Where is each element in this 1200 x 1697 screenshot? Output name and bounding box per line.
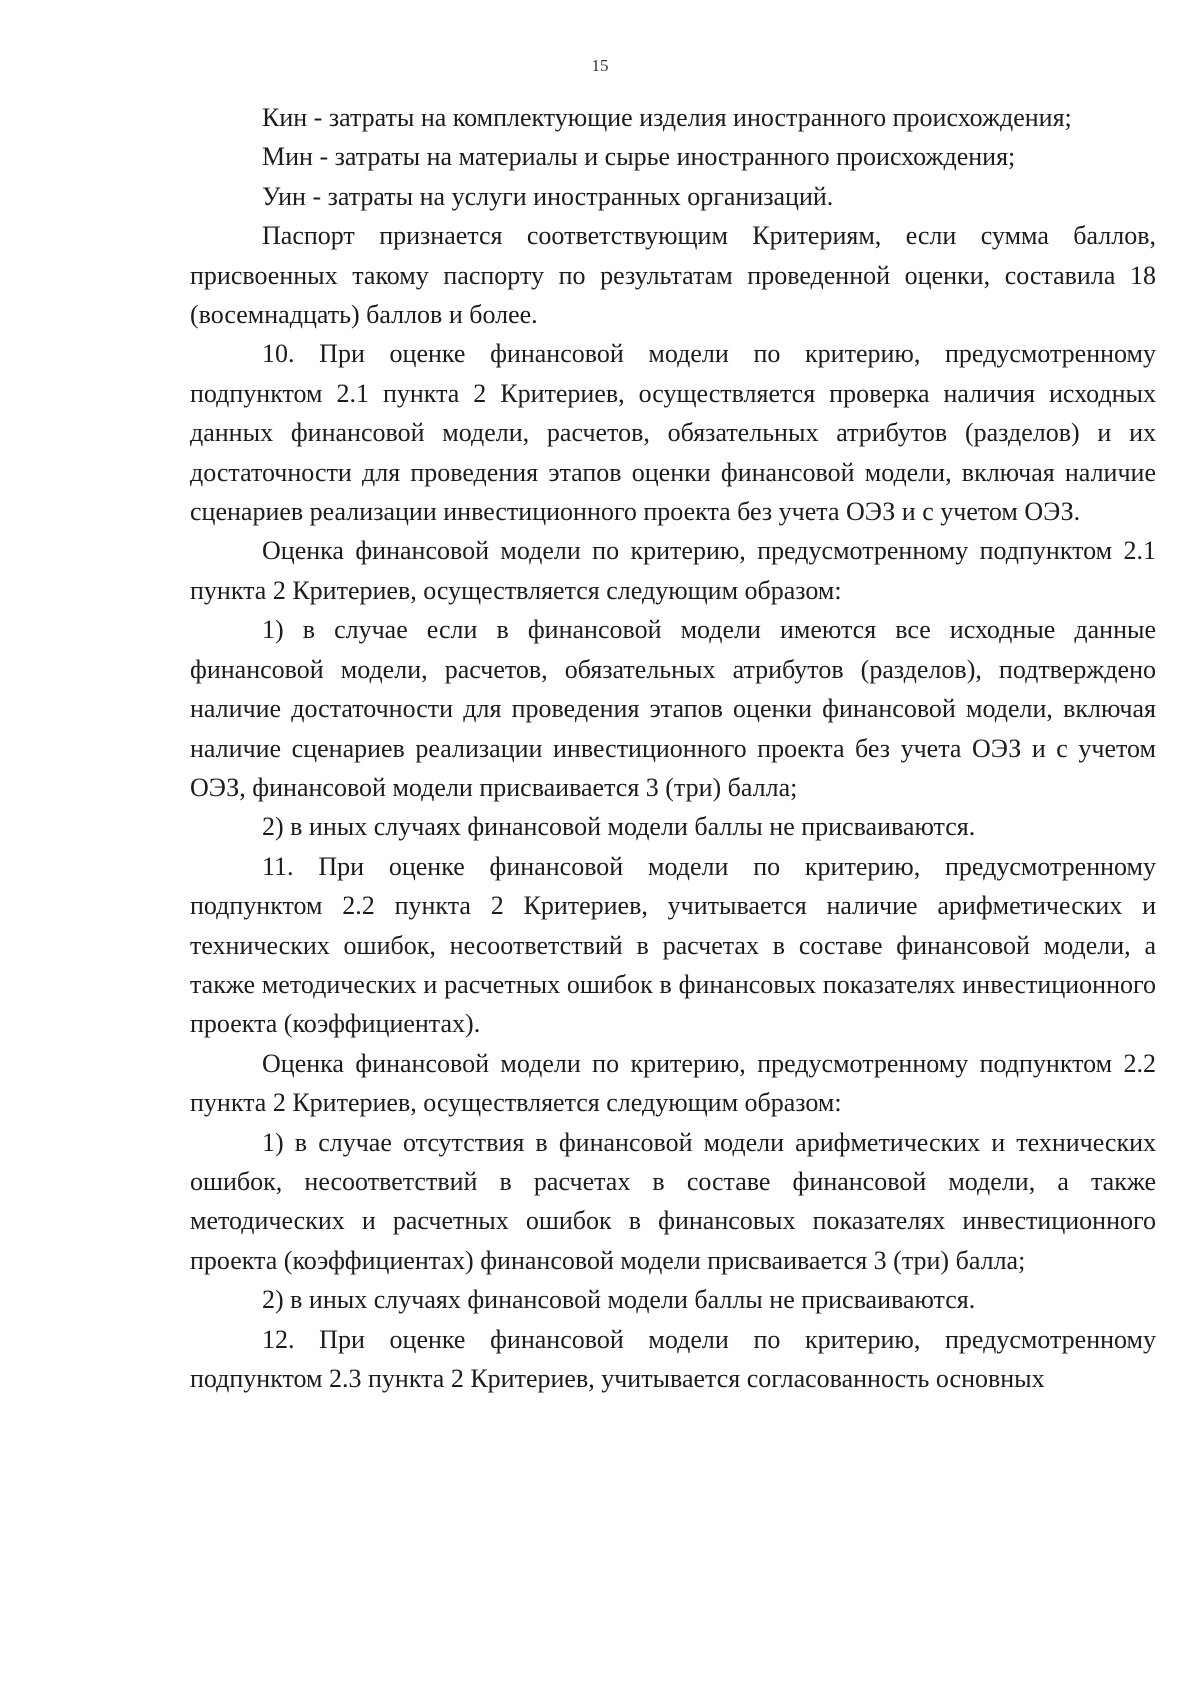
paragraph-uin: Уин - затраты на услуги иностранных организаций.: [262, 181, 834, 211]
paragraph-min: Мин - затраты на материалы и сырье иностранного происхождения;: [262, 142, 1016, 172]
paragraph-2-2-subitem-2: 2) в иных случаях финансовой модели баллы не присваиваются.: [262, 1285, 976, 1315]
paragraph-item-10: 10. При оценке финансовой модели по критерию, предусмотренному подпунктом 2.1 пункта 2 Критериев, осуществляется проверка наличия исходных данных финансовой модели, расчетов, обязательных атрибутов (разделов) и их достаточности для проведения этапов оценки финансовой модели, включая наличие сценариев реализации инвестиционного проекта без учета ОЭЗ и с учетом ОЭЗ.: [190, 339, 1156, 527]
paragraph-item-12: 12. При оценке финансовой модели по критерию, предусмотренному подпунктом 2.3 пункта 2 Критериев, учитывается согласованность основных: [190, 1324, 1156, 1393]
page-number: 15: [591, 56, 609, 75]
paragraph-evaluation-2-1: Оценка финансовой модели по критерию, предусмотренному подпунктом 2.1 пункта 2 Критериев, осуществляется следующим образом:: [190, 536, 1156, 605]
paragraph-2-1-subitem-1: 1) в случае если в финансовой модели имеются все исходные данные финансовой модели, расчетов, обязательных атрибутов (разделов), подтверждено наличие достаточности для проведения этапов оценки финансовой модели, включая наличие сценариев реализации инвестиционного проекта без учета ОЭЗ и с учетом ОЭЗ, финансовой модели присваивается 3 (три) балла;: [190, 615, 1156, 802]
paragraph-item-11: 11. При оценке финансовой модели по критерию, предусмотренному подпунктом 2.2 пункта 2 Критериев, учитывается наличие арифметических и технических ошибок, несоответствий в расчетах в составе финансовой модели, а также методических и расчетных ошибок в финансовых показателях инвестиционного проекта (коэффициентах).: [190, 851, 1156, 1039]
paragraph-passport: Паспорт признается соответствующим Критериям, если сумма баллов, присвоенных такому паспорту по результатам проведенной оценки, составила 18 (восемнадцать) баллов и более.: [190, 221, 1156, 330]
paragraph-evaluation-2-2: Оценка финансовой модели по критерию, предусмотренному подпунктом 2.2 пункта 2 Критериев, осуществляется следующим образом:: [190, 1048, 1156, 1118]
paragraph-2-2-subitem-1: 1) в случае отсутствия в финансовой модели арифметических и технических ошибок, несоответствий в расчетах в составе финансовой модели, а также методических и расчетных ошибок в финансовых показателях инвестиционного проекта (коэффициентах) финансовой модели присваивается 3 (три) балла;: [190, 1127, 1156, 1275]
paragraph-kin: Кин - затраты на комплектующие изделия иностранного происхождения;: [262, 103, 1072, 132]
document-body: [190, 98, 1156, 1398]
paragraph-2-1-subitem-2: 2) в иных случаях финансовой модели баллы не присваиваются.: [262, 812, 976, 842]
